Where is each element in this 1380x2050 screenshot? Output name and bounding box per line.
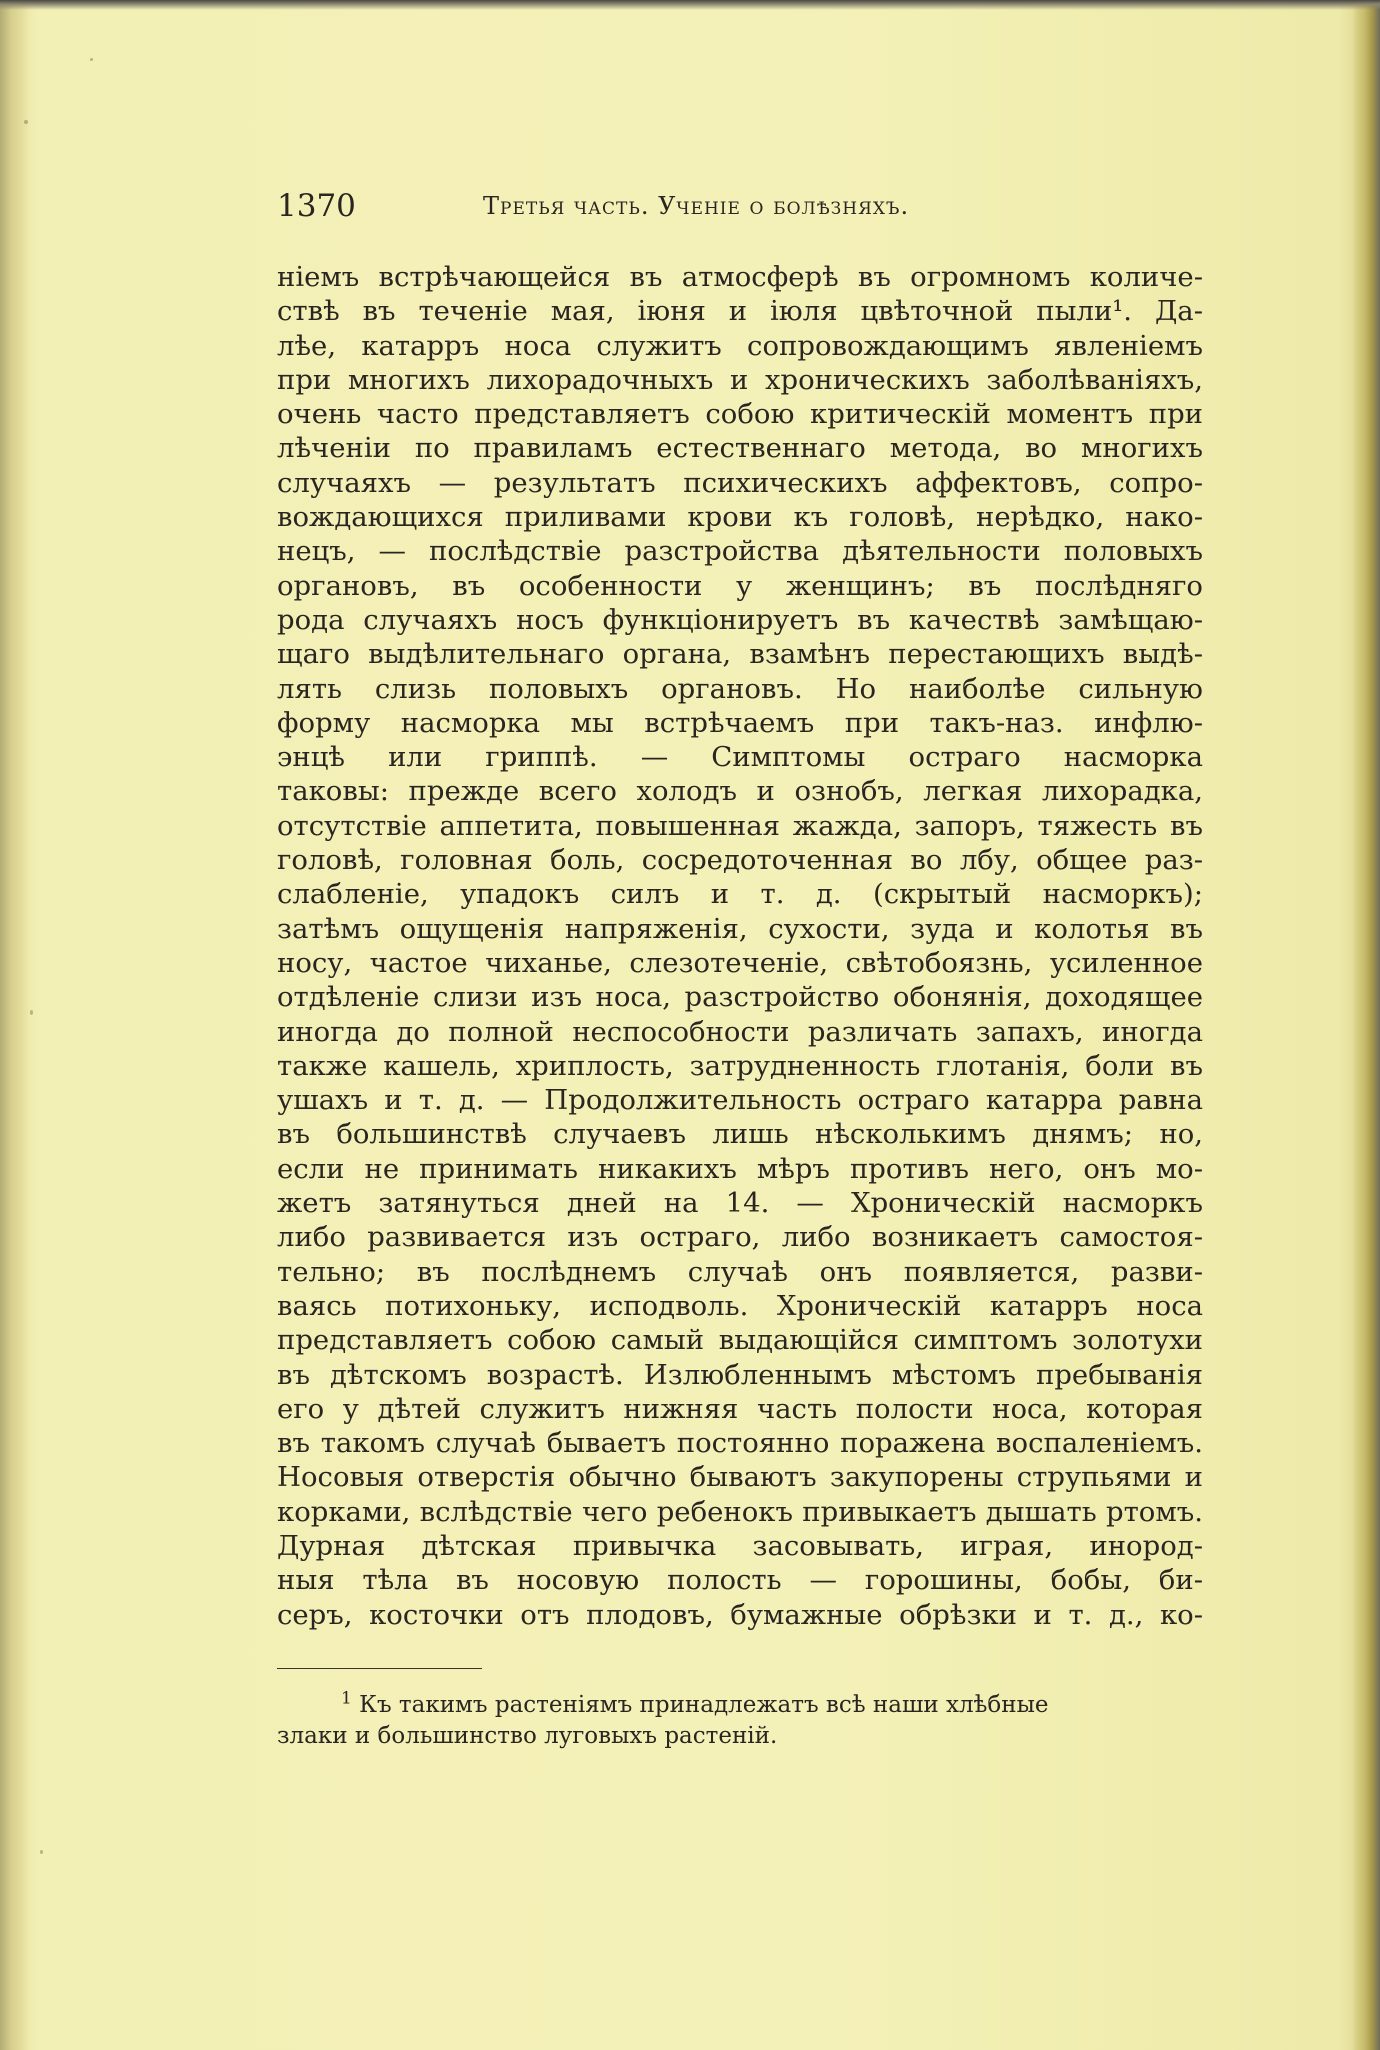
footnote-text: Къ такимъ растеніямъ принадлежатъ всѣ наши хлѣбные [359,1692,1049,1718]
text-line: затѣмъ ощущенія напряженія, сухости, зуда и колотья въ [277,912,1203,945]
text-line: иногда до полной неспособности различать запахъ, иногда [277,1015,1203,1048]
page-top-edge [0,0,1380,10]
text-line: Носовыя отверстія обычно бываютъ закупорены струпьями и [277,1461,1203,1494]
text-line: тельно; въ послѣднемъ случаѣ онъ появляется, разви- [277,1255,1203,1288]
text-line: таковы: прежде всего холодъ и ознобъ, легкая лихорадка, [277,775,1203,808]
running-head: Третья часть. Ученіе о болѣзняхъ. [483,192,910,220]
paper-speck [40,1850,43,1854]
text-line: лѣченіи по правиламъ естественнаго метода, во многихъ [277,432,1203,465]
text-line: его у дѣтей служитъ нижняя часть полости носа, которая [277,1392,1203,1425]
footnote [277,1690,1203,1752]
text-line: жетъ затянуться дней на 14. — Хроническій насморкъ [277,1187,1203,1220]
text-line: если не принимать никакихъ мѣръ противъ него, онъ мо- [277,1152,1203,1185]
text-line: рода случаяхъ носъ функціонируетъ въ качествѣ замѣщаю- [277,603,1203,636]
footnote-rule [277,1668,482,1669]
page-number: 1370 [277,188,356,224]
paper-speck [30,1010,33,1015]
text-line: лѣе, катарръ носа служитъ сопровождающимъ явленіемъ [277,329,1203,362]
text-line: слабленіе, упадокъ силъ и т. д. (скрытый насморкъ); [277,878,1203,911]
text-line: при многихъ лихорадочныхъ и хроническихъ заболѣваніяхъ, [277,363,1203,396]
text-line: ствѣ въ теченіе мая, іюня и іюля цвѣточной пыли¹. Да- [277,295,1203,328]
text-line: ушахъ и т. д. — Продолжительность остраго катарра равна [277,1084,1203,1117]
body-text [277,260,1203,1632]
text-line: либо развивается изъ остраго, либо возникаетъ самостоя- [277,1221,1203,1254]
text-line: вождающихся приливами крови къ головѣ, нерѣдко, нако- [277,501,1203,534]
text-line: въ такомъ случаѣ бываетъ постоянно поражена воспаленіемъ. [277,1427,1203,1460]
page-header [277,188,1207,232]
text-line: Дурная дѣтская привычка засовывать, играя, инород- [277,1529,1203,1562]
footnote-marker: 1 [341,1688,352,1709]
book-spine-shadow [0,0,30,2050]
text-line: лять слизь половыхъ органовъ. Но наиболѣе сильную [277,672,1203,705]
text-line: щаго выдѣлительнаго органа, взамѣнъ перестающихъ выдѣ- [277,638,1203,671]
text-line: ваясь потихоньку, исподволь. Хроническій катарръ носа [277,1289,1203,1322]
text-line: отсутствіе аппетита, повышенная жажда, запоръ, тяжесть въ [277,809,1203,842]
text-line: энцѣ или гриппѣ. — Симптомы остраго насморка [277,741,1203,774]
paper-speck [90,58,93,61]
text-line: представляетъ собою самый выдающійся симптомъ золотухи [277,1324,1203,1357]
text-line: носу, частое чиханье, слезотеченіе, свѣтобоязнь, усиленное [277,946,1203,979]
text-line: серъ, косточки отъ плодовъ, бумажные обрѣзки и т. д., ко- [277,1598,1203,1631]
page-right-edge [1352,0,1380,2050]
text-line: случаяхъ — результатъ психическихъ аффектовъ, сопро- [277,466,1203,499]
footnote-line [277,1690,1203,1721]
text-line: въ дѣтскомъ возрастѣ. Излюбленнымъ мѣстомъ пребыванія [277,1358,1203,1391]
text-line: въ большинствѣ случаевъ лишь нѣсколькимъ днямъ; но, [277,1118,1203,1151]
text-line: отдѣленіе слизи изъ носа, разстройство обонянія, доходящее [277,981,1203,1014]
paper-speck [24,120,28,124]
text-line: корками, вслѣдствіе чего ребенокъ привыкаетъ дышать ртомъ. [277,1495,1203,1528]
text-line: форму насморка мы встрѣчаемъ при такъ-наз. инфлю- [277,706,1203,739]
text-line: нецъ, — послѣдствіе разстройства дѣятельности половыхъ [277,535,1203,568]
text-line: головѣ, головная боль, сосредоточенная во лбу, общее раз- [277,844,1203,877]
text-line: органовъ, въ особенности у женщинъ; въ послѣдняго [277,569,1203,602]
text-line: ніемъ встрѣчающейся въ атмосферѣ въ огромномъ количе- [277,261,1203,293]
footnote-line: злаки и большинство луговыхъ растеній. [277,1723,778,1749]
text-line: очень часто представляетъ собою критическій моментъ при [277,398,1203,431]
text-line: ныя тѣла въ носовую полость — горошины, бобы, би- [277,1564,1203,1597]
text-line: также кашель, хриплость, затрудненность глотанія, боли въ [277,1049,1203,1082]
